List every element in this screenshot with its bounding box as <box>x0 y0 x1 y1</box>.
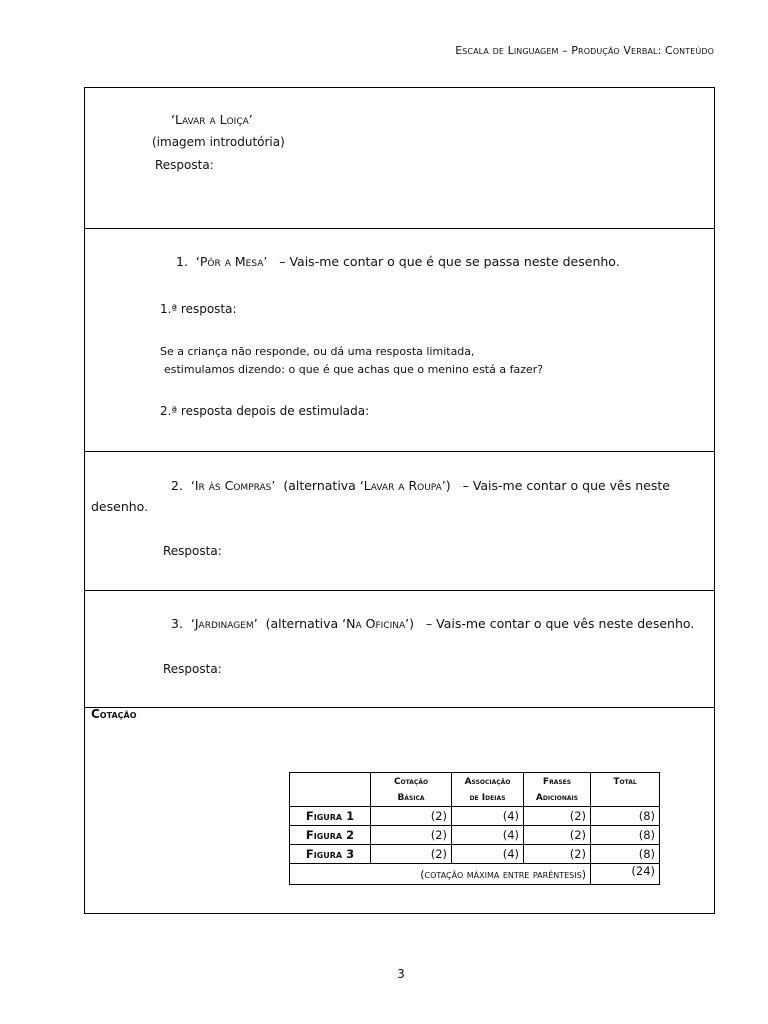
cell-value: (2) <box>524 845 591 864</box>
scoring-footer-row <box>290 864 660 885</box>
cell-value: (8) <box>591 807 660 826</box>
table-row <box>290 845 660 864</box>
item-2-number: 2. <box>171 478 183 493</box>
column-header-cotacao-basica: Cotação Básica <box>371 773 452 807</box>
intro-subtitle: (imagem introdutória) <box>152 135 285 149</box>
item-3-instruction: – Vais-me contar o que vês neste desenho. <box>425 616 695 631</box>
row-label-figura-1: Figura 1 <box>290 807 371 826</box>
column-header-frases-adicionais: Frases Adicionais <box>524 773 591 807</box>
intro-answer-label: Resposta: <box>155 158 214 172</box>
cell-value: (4) <box>452 845 524 864</box>
page-number: 3 <box>397 967 405 981</box>
scoring-table <box>289 772 660 885</box>
item-2-alt-prefix: (alternativa <box>283 478 360 493</box>
item-3-alt-title: ‘Na Oficina’ <box>342 616 410 631</box>
scoring-header-blank <box>290 773 371 807</box>
table-row <box>290 826 660 845</box>
item-1-instruction: – Vais-me contar o que é que se passa neste desenho. <box>279 254 620 269</box>
row-label-figura-2: Figura 2 <box>290 826 371 845</box>
column-header-total: Total <box>591 773 660 807</box>
cell-value: (2) <box>371 826 452 845</box>
item-1-second-answer-label: 2.ª resposta depois de estimulada: <box>160 404 370 418</box>
cell-value: (2) <box>371 807 452 826</box>
item-3-section <box>85 591 714 708</box>
item-1-title: ‘Pôr a Mesa’ <box>195 254 268 269</box>
item-3-alt-suffix: ) <box>409 616 414 631</box>
item-3-title: ‘Jardinagem’ <box>190 616 258 631</box>
cell-value: (4) <box>452 807 524 826</box>
cell-value: (8) <box>591 826 660 845</box>
cell-value: (2) <box>524 826 591 845</box>
item-2-heading <box>171 478 670 493</box>
item-1-number: 1. <box>176 254 188 269</box>
cell-value: (2) <box>524 807 591 826</box>
item-2-section <box>85 452 714 591</box>
item-1-heading <box>176 254 620 269</box>
item-3-alt-prefix: (alternativa <box>265 616 343 631</box>
item-1-first-answer-label: 1.ª resposta: <box>160 302 237 316</box>
cell-value: (4) <box>452 826 524 845</box>
scoring-label: Cotação <box>91 707 137 721</box>
item-1-prompt-line-2: estimulamos dizendo: o que é que achas que o menino está a fazer? <box>164 363 544 376</box>
item-2-answer-label: Resposta: <box>163 544 222 558</box>
row-label-figura-3: Figura 3 <box>290 845 371 864</box>
item-2-title: ‘Ir às Compras’ <box>190 478 276 493</box>
item-3-number: 3. <box>171 616 183 631</box>
item-2-alt-title: ‘Lavar a Roupa’ <box>359 478 446 493</box>
max-score-note: (cotação máxima entre parêntesis) <box>290 864 591 885</box>
intro-title: ‘Lavar a Loiça’ <box>171 112 253 127</box>
scoring-header-row <box>290 773 660 807</box>
item-2-alt-suffix: ) <box>445 478 451 493</box>
item-3-heading <box>171 616 694 631</box>
item-3-answer-label: Resposta: <box>163 662 222 676</box>
item-2-instruction: – Vais-me contar o que vês neste <box>462 478 670 493</box>
cell-value: (8) <box>591 845 660 864</box>
cell-value: (2) <box>371 845 452 864</box>
column-header-associacao-ideias: Associação de Ideias <box>452 773 524 807</box>
item-1-section <box>85 229 714 452</box>
item-1-prompt-line-1: Se a criança não responde, ou dá uma resposta limitada, <box>160 345 475 358</box>
intro-section <box>85 88 714 229</box>
running-header: Escala de Linguagem – Produção Verbal: Conteúdo <box>455 44 714 57</box>
assessment-form <box>84 87 715 914</box>
max-score-total: (24) <box>591 864 660 885</box>
item-2-instruction-cont: desenho. <box>91 499 149 514</box>
table-row <box>290 807 660 826</box>
